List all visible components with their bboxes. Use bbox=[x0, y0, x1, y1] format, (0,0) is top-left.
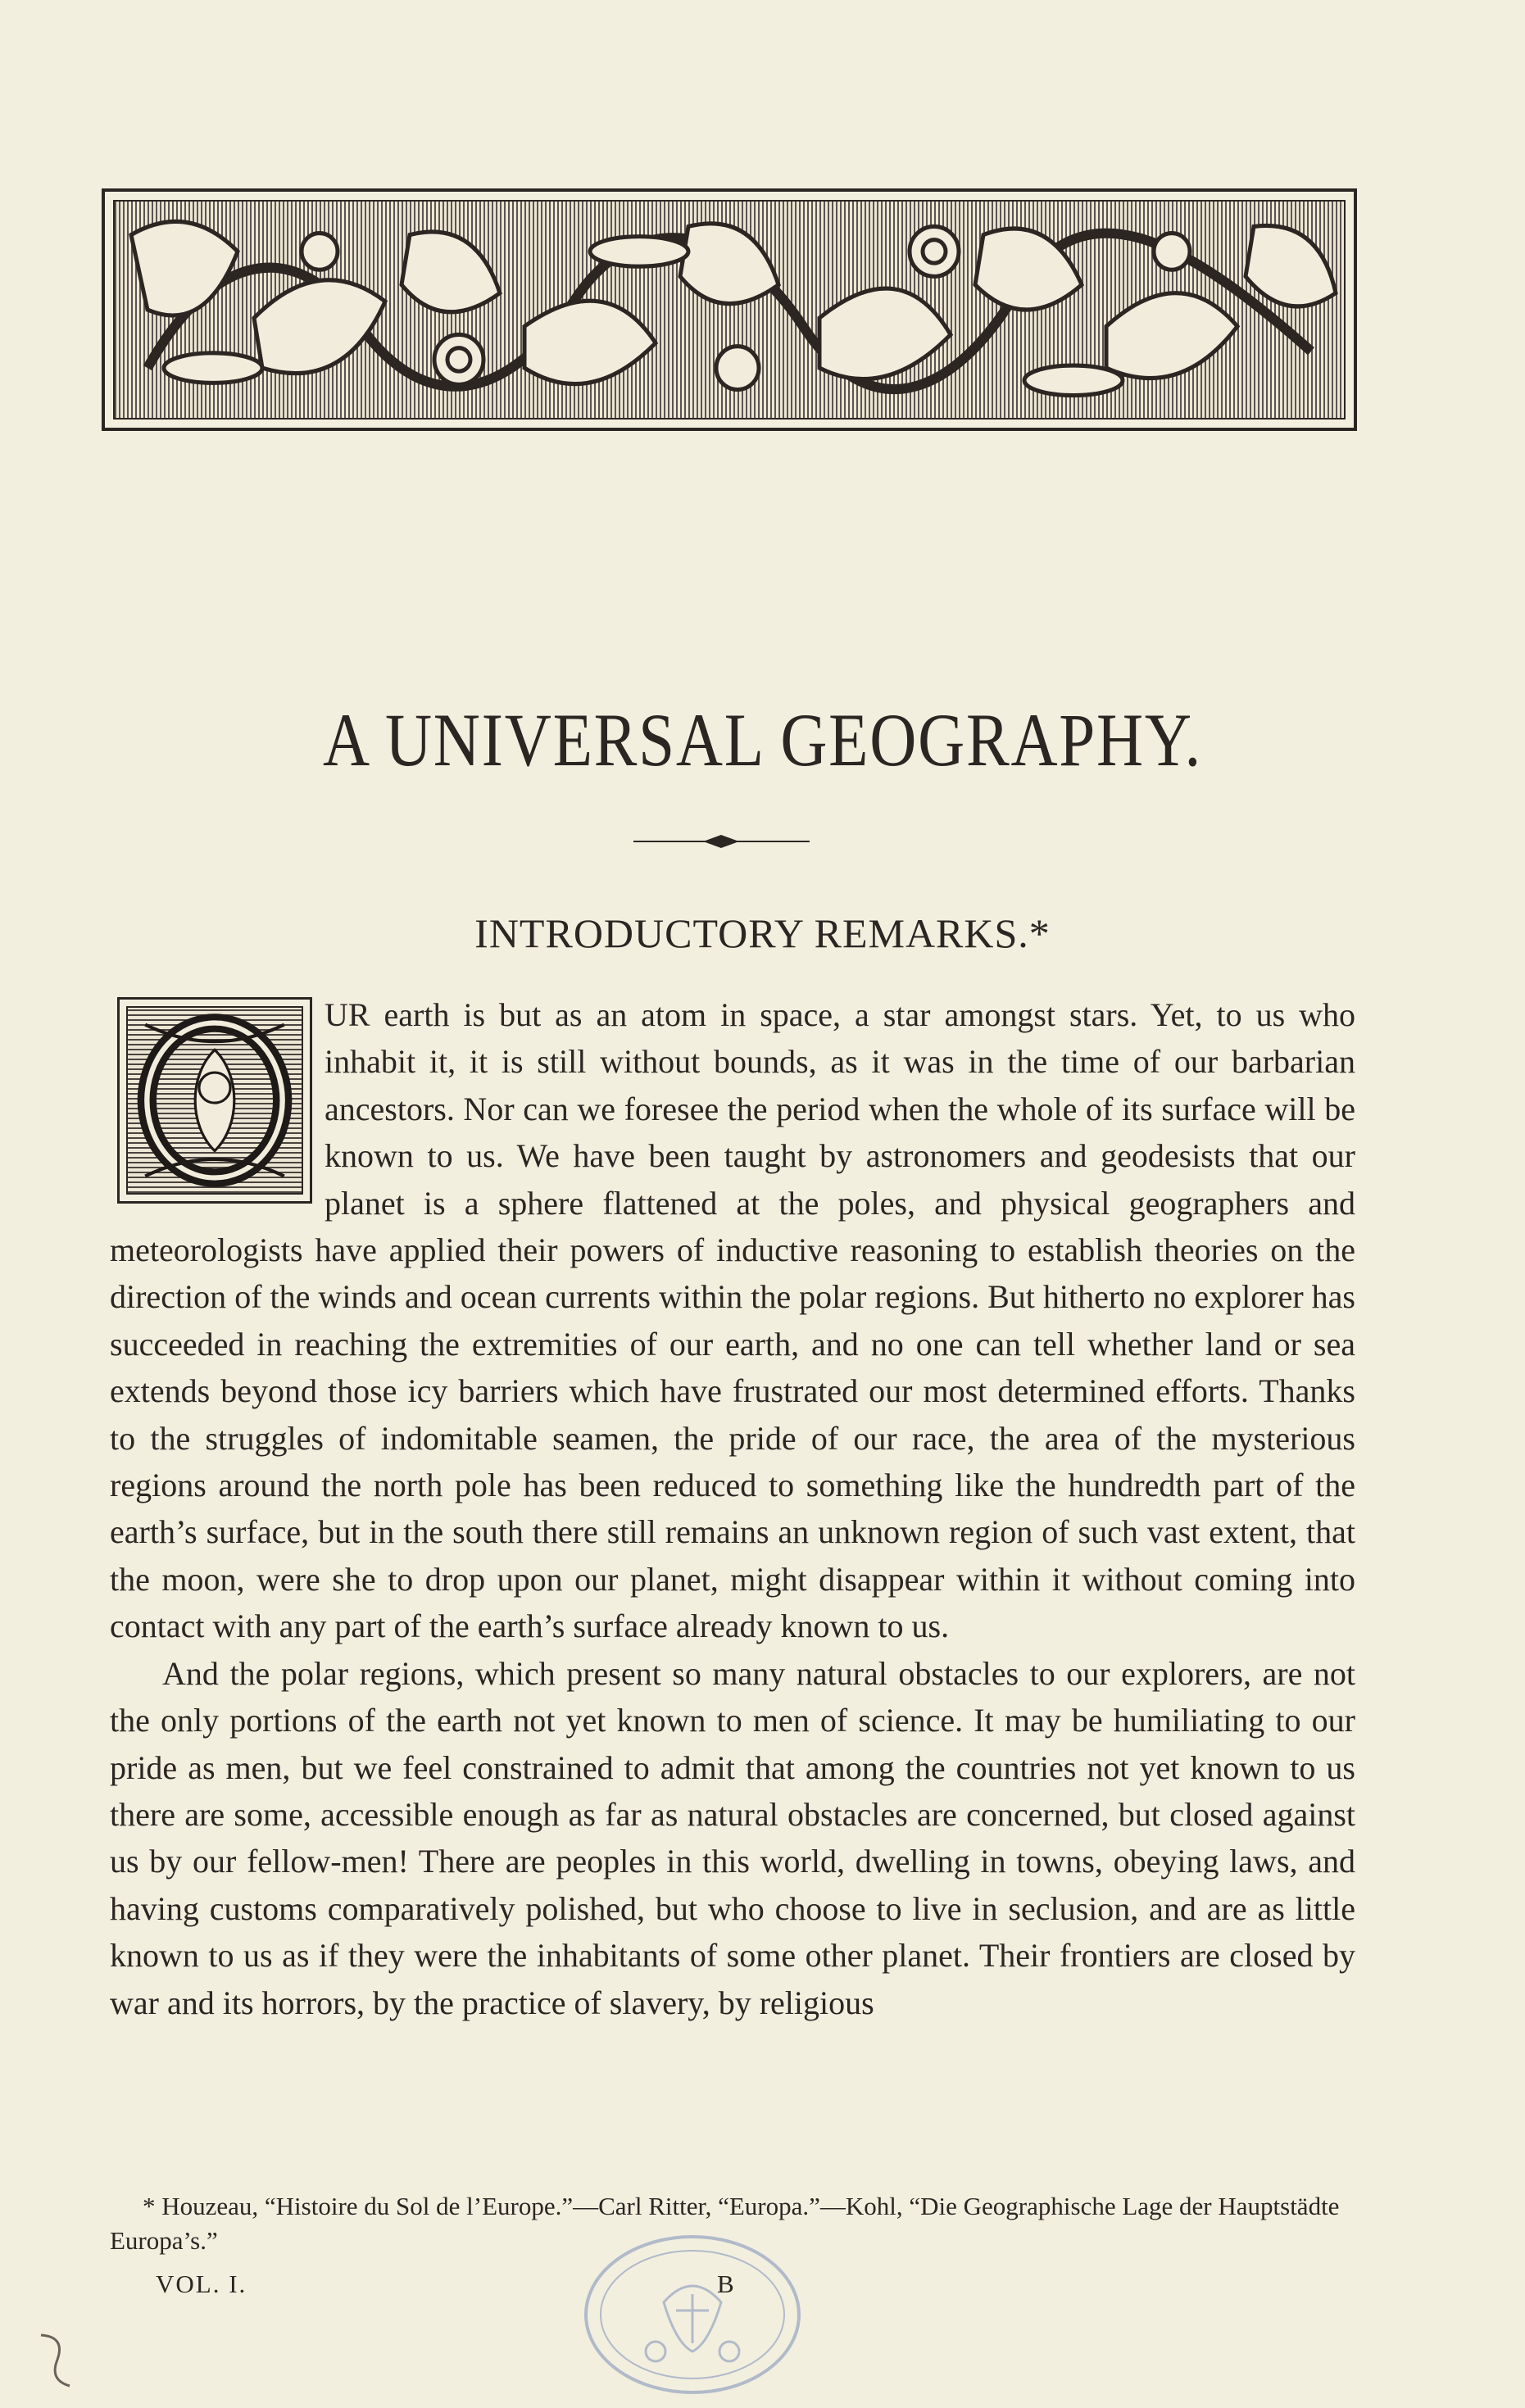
british-museum-stamp-icon bbox=[574, 2229, 811, 2401]
volume-label: VOL. I. bbox=[156, 2270, 247, 2298]
section-heading: INTRODUCTORY REMARKS.* bbox=[474, 910, 1051, 956]
body-text bbox=[110, 991, 1355, 2026]
header-ornament bbox=[102, 188, 1357, 431]
paragraph: UR earth is but as an atom in space, a star amongst stars. Yet, to us who inhabit it, it is still without bounds, as it was in the time of our barbarian ancestors. Nor can we foresee the period when the whole of its surface will be known to us. We have been taught by astronomers and geodesists that our planet is a sphere flattened at the poles, and physical geographers and meteorologists have applied their powers of inductive reasoning to establish theories on the direction of the winds and ocean currents within the polar regions. But hitherto no explorer has succeeded in reaching the extremities of our earth, and no one can tell whether land or sea extends beyond those icy barriers which have frustrated our most determined efforts. Thanks to the struggles of indomitable seamen, the pride of our race, the area of the mysterious regions around the north pole has been reduced to something like the hundredth part of the earth’s surface, but in the south there still remains an unknown region of such vast extent, that the moon, were she to drop upon our planet, might disappear within it without coming into contact with any part of the earth’s surface already known to us. bbox=[110, 996, 1355, 1645]
footnote: * Houzeau, “Histoire du Sol de l’Europe.”—Carl Ritter, “Europa.”—Kohl, “Die Geographische Lage der Hauptstädte Europa’s.” bbox=[110, 2192, 1340, 2255]
signature-mark: B bbox=[717, 2270, 734, 2298]
title-divider bbox=[633, 832, 810, 851]
page-title: A UNIVERSAL GEOGRAPHY. bbox=[322, 698, 1203, 782]
floral-vine-ornament-icon bbox=[113, 200, 1346, 419]
margin-mark bbox=[33, 2327, 82, 2392]
paragraph: And the polar regions, which present so many natural obstacles to our explorers, are not the only portions of the earth not yet known to men of science. It may be humiliating to our pride as men, but we feel constrained to admit that among the countries not yet known to us there are some, accessible enough as far as natural obstacles are concerned, but closed against us by our fellow-men! There are peoples in this world, dwelling in towns, obeying laws, and having customs comparatively polished, but who choose to live in seclusion, and are as little known to us as if they were the inhabitants of some other planet. Their frontiers are closed by war and its horrors, by the practice of slavery, by religious bbox=[110, 1654, 1355, 2021]
